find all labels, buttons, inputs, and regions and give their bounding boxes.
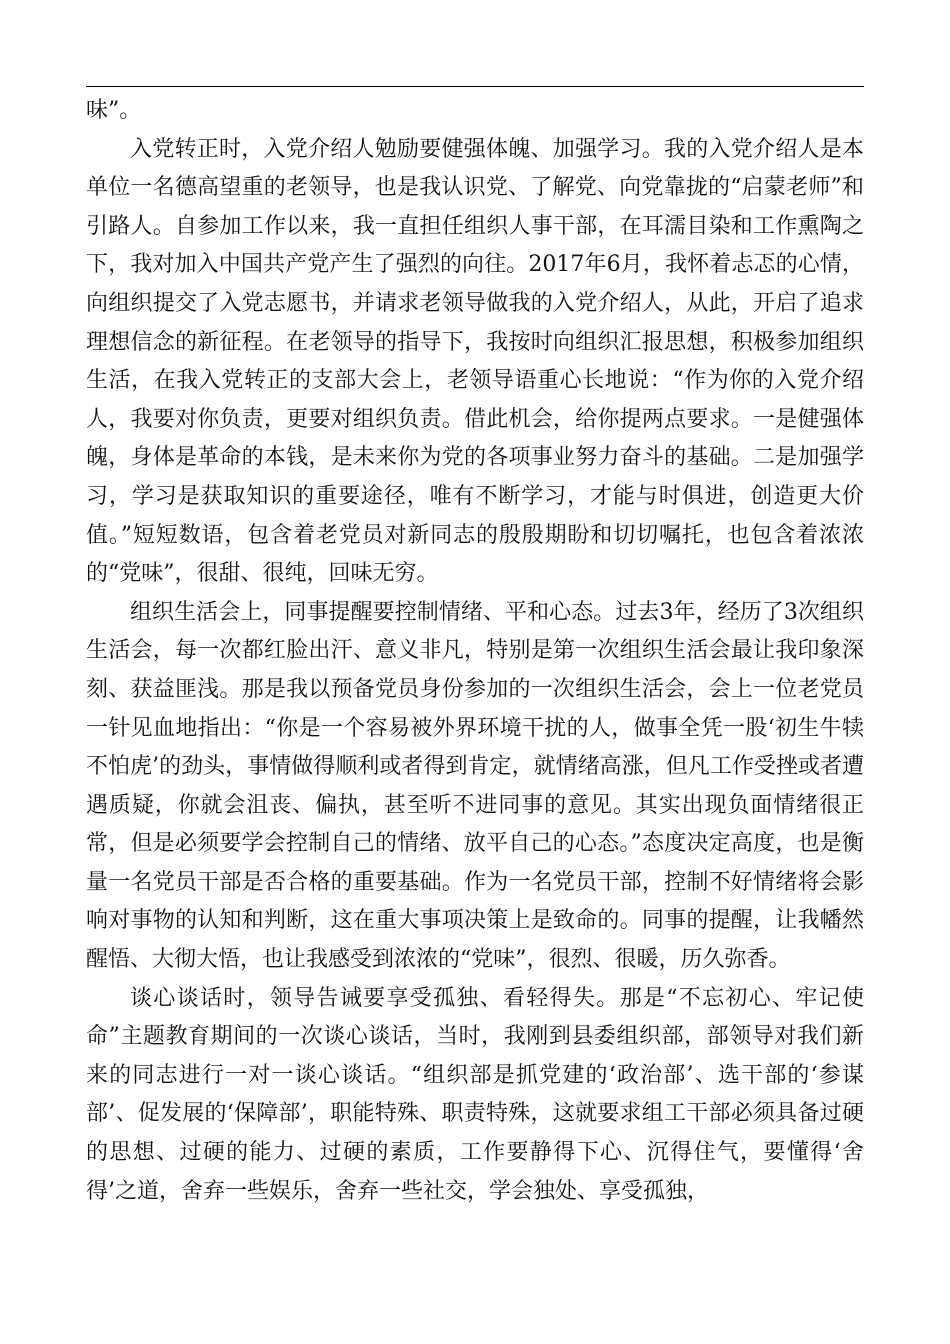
header-rule <box>86 86 864 87</box>
paragraph-party-introducer: 入党转正时，入党介绍人勉励要健强体魄、加强学习。我的入党介绍人是本单位一名德高望重的老领导，也是我认识党、了解党、向党靠拢的“启蒙老师”和引路人。自参加工作以来，我一直担任组织人事干部，在耳濡目染和工作熏陶之下，我对加入中国共产党产生了强烈的向往。2017年6月，我怀着忐忑的心情，向组织提交了入党志愿书，并请求老领导做我的入党介绍人，从此，开启了追求理想信念的新征程。在老领导的指导下，我按时向组织汇报思想，积极参加组织生活，在我入党转正的支部大会上，老领导语重心长地说：“作为你的入党介绍人，我要对你负责，更要对组织负责。借此机会，给你提两点要求。一是健强体魄，身体是革命的本钱，是未来你为党的各项事业努力奋斗的基础。二是加强学习，学习是获取知识的重要途径，唯有不断学习，才能与时俱进，创造更大价值。”短短数语，包含着老党员对新同志的殷殷期盼和切切嘱托，也包含着浓浓的“党味”，很甜、很纯，回味无穷。 <box>86 136 864 587</box>
document-body <box>86 92 864 1211</box>
paragraph-continuation: 味”。 <box>86 98 142 123</box>
paragraph-organization-life-meeting: 组织生活会上，同事提醒要控制情绪、平和心态。过去3年，经历了3次组织生活会，每一次都红脸出汗、意义非凡，特别是第一次组织生活会最让我印象深刻、获益匪浅。那是我以预备党员身份参加的一次组织生活会，会上一位老党员一针见血地指出：“你是一个容易被外界环境干扰的人，做事全凭一股‘初生牛犊不怕虎’的劲头，事情做得顺利或者得到肯定，就情绪高涨，但凡工作受挫或者遭遇质疑，你就会沮丧、偏执，甚至听不进同事的意见。其实出现负面情绪很正常，但是必须要学会控制自己的情绪、放平自己的心态。”态度决定高度，也是衡量一名党员干部是否合格的重要基础。作为一名党员干部，控制不好情绪将会影响对事物的认知和判断，这在重大事项决策上是致命的。同事的提醒，让我幡然醒悟、大彻大悟，也让我感受到浓浓的“党味”，很烈、很暖，历久弥香。 <box>86 599 864 973</box>
paragraph-heart-to-heart-talk: 谈心谈话时，领导告诫要享受孤独、看轻得失。那是“不忘初心、牢记使命”主题教育期间的一次谈心谈话，当时，我刚到县委组织部，部领导对我们新来的同志进行一对一谈心谈话。“组织部是抓党建的‘政治部’、选干部的‘参谋部’、促发展的‘保障部’，职能特殊、职责特殊，这就要求组工干部必须具备过硬的思想、过硬的能力、过硬的素质，工作要静得下心、沉得住气，要懂得‘舍得’之道，舍弃一些娱乐，舍弃一些社交，学会独处、享受孤独， <box>86 985 864 1204</box>
